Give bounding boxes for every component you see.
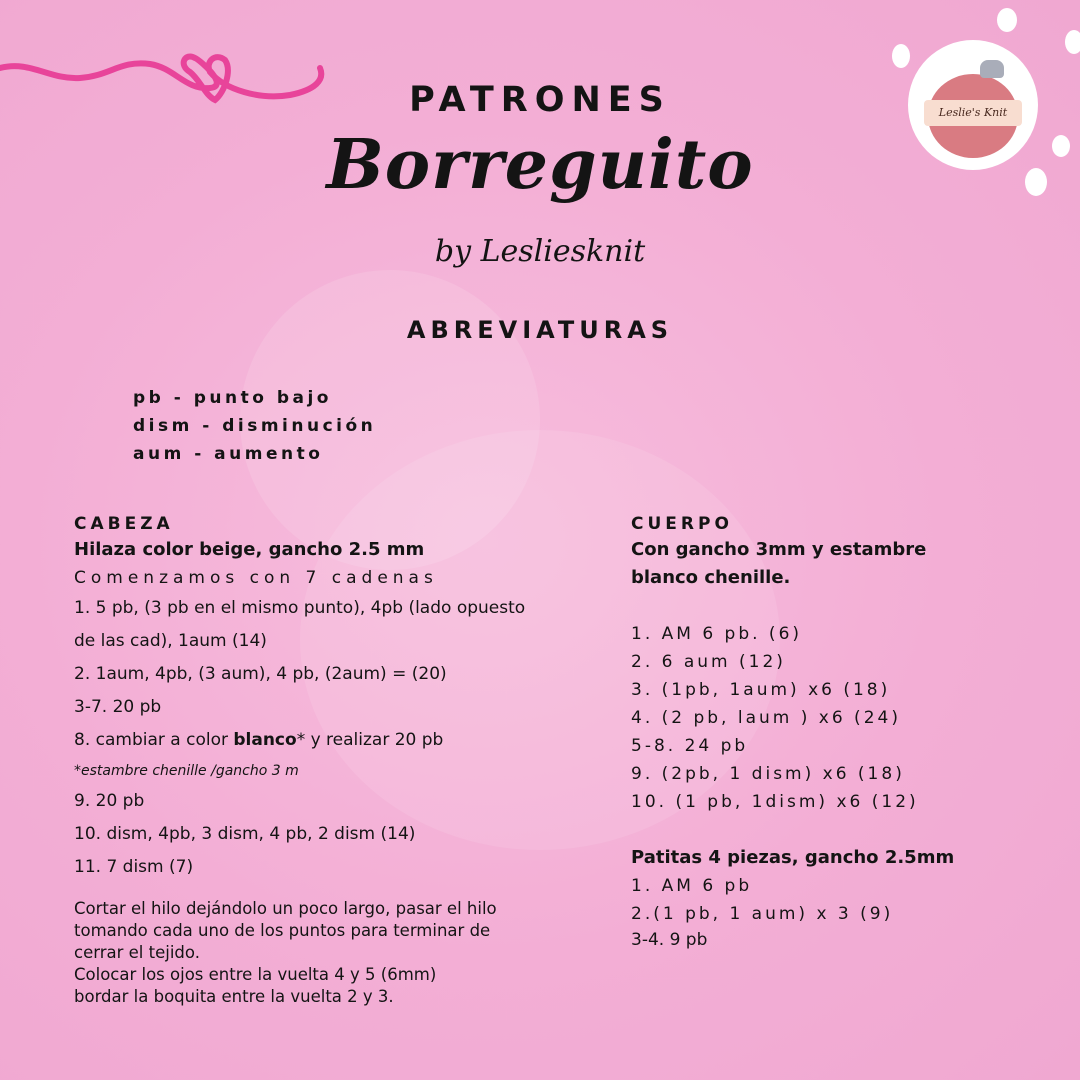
cuerpo-section <box>631 512 1051 952</box>
step: 11. 7 dism (7) <box>74 857 194 877</box>
abbreviation-item: pb - punto bajo <box>133 388 332 408</box>
section-title: CUERPO <box>631 514 733 534</box>
patitas-title: Patitas 4 piezas, gancho 2.5mm <box>631 847 955 868</box>
cat-icon <box>980 60 1004 78</box>
section-title: CABEZA <box>74 514 174 534</box>
finish-line: tomando cada uno de los puntos para terminar de <box>74 921 491 940</box>
step-8-bold: blanco <box>233 730 297 750</box>
step: 2.(1 pb, 1 aum) x 3 (9) <box>631 904 894 924</box>
byline: by Lesliesknit <box>434 234 646 269</box>
cabeza-section <box>74 512 604 1008</box>
step: 2. 6 aum (12) <box>631 652 786 672</box>
step: 3-7. 20 pb <box>74 697 162 717</box>
finish-line: bordar la boquita entre la vuelta 2 y 3. <box>74 987 394 1006</box>
header-top: PATRONES <box>409 80 671 120</box>
start-instruction: Comenzamos con 7 cadenas <box>74 568 438 588</box>
logo-label: Leslie's Knit <box>924 100 1022 126</box>
section-subtitle: blanco chenille. <box>631 567 791 588</box>
step: 1. 5 pb, (3 pb en el mismo punto), 4pb (lado opuesto <box>74 598 526 618</box>
page-title: Borreguito <box>326 125 754 205</box>
finish-line: cerrar el tejido. <box>74 943 200 962</box>
finishing-instructions <box>74 898 604 1008</box>
step: 4. (2 pb, laum ) x6 (24) <box>631 708 901 728</box>
step: 10. (1 pb, 1dism) x6 (12) <box>631 792 919 812</box>
step: 10. dism, 4pb, 3 dism, 4 pb, 2 dism (14) <box>74 824 416 844</box>
step-8-post: * y realizar 20 pb <box>296 730 444 750</box>
finish-line: Cortar el hilo dejándolo un poco largo, pasar el hilo <box>74 899 497 918</box>
step: de las cad), 1aum (14) <box>74 631 267 651</box>
step: 9. (2pb, 1 dism) x6 (18) <box>631 764 905 784</box>
section-subtitle: Hilaza color beige, gancho 2.5 mm <box>74 539 425 560</box>
step: 1. AM 6 pb. (6) <box>631 624 803 644</box>
step: 3. (1pb, 1aum) x6 (18) <box>631 680 891 700</box>
abbreviation-item: aum - aumento <box>133 444 324 464</box>
step: 2. 1aum, 4pb, (3 aum), 4 pb, (2aum) = (20) <box>74 664 447 684</box>
abbreviations-title: ABREVIATURAS <box>406 316 674 344</box>
abbreviation-item: dism - disminución <box>133 416 377 436</box>
step: 3-4. 9 pb <box>631 930 708 950</box>
step: 9. 20 pb <box>74 791 145 811</box>
abbreviations-list <box>133 384 376 468</box>
footnote: *estambre chenille /gancho 3 m <box>74 763 299 779</box>
section-subtitle: Con gancho 3mm y estambre <box>631 539 927 560</box>
step-8 <box>74 724 604 757</box>
step-8-pre: 8. cambiar a color <box>74 730 234 750</box>
step: 5-8. 24 pb <box>631 736 749 756</box>
finish-line: Colocar los ojos entre la vuelta 4 y 5 (6mm) <box>74 965 437 984</box>
step: 1. AM 6 pb <box>631 876 753 896</box>
